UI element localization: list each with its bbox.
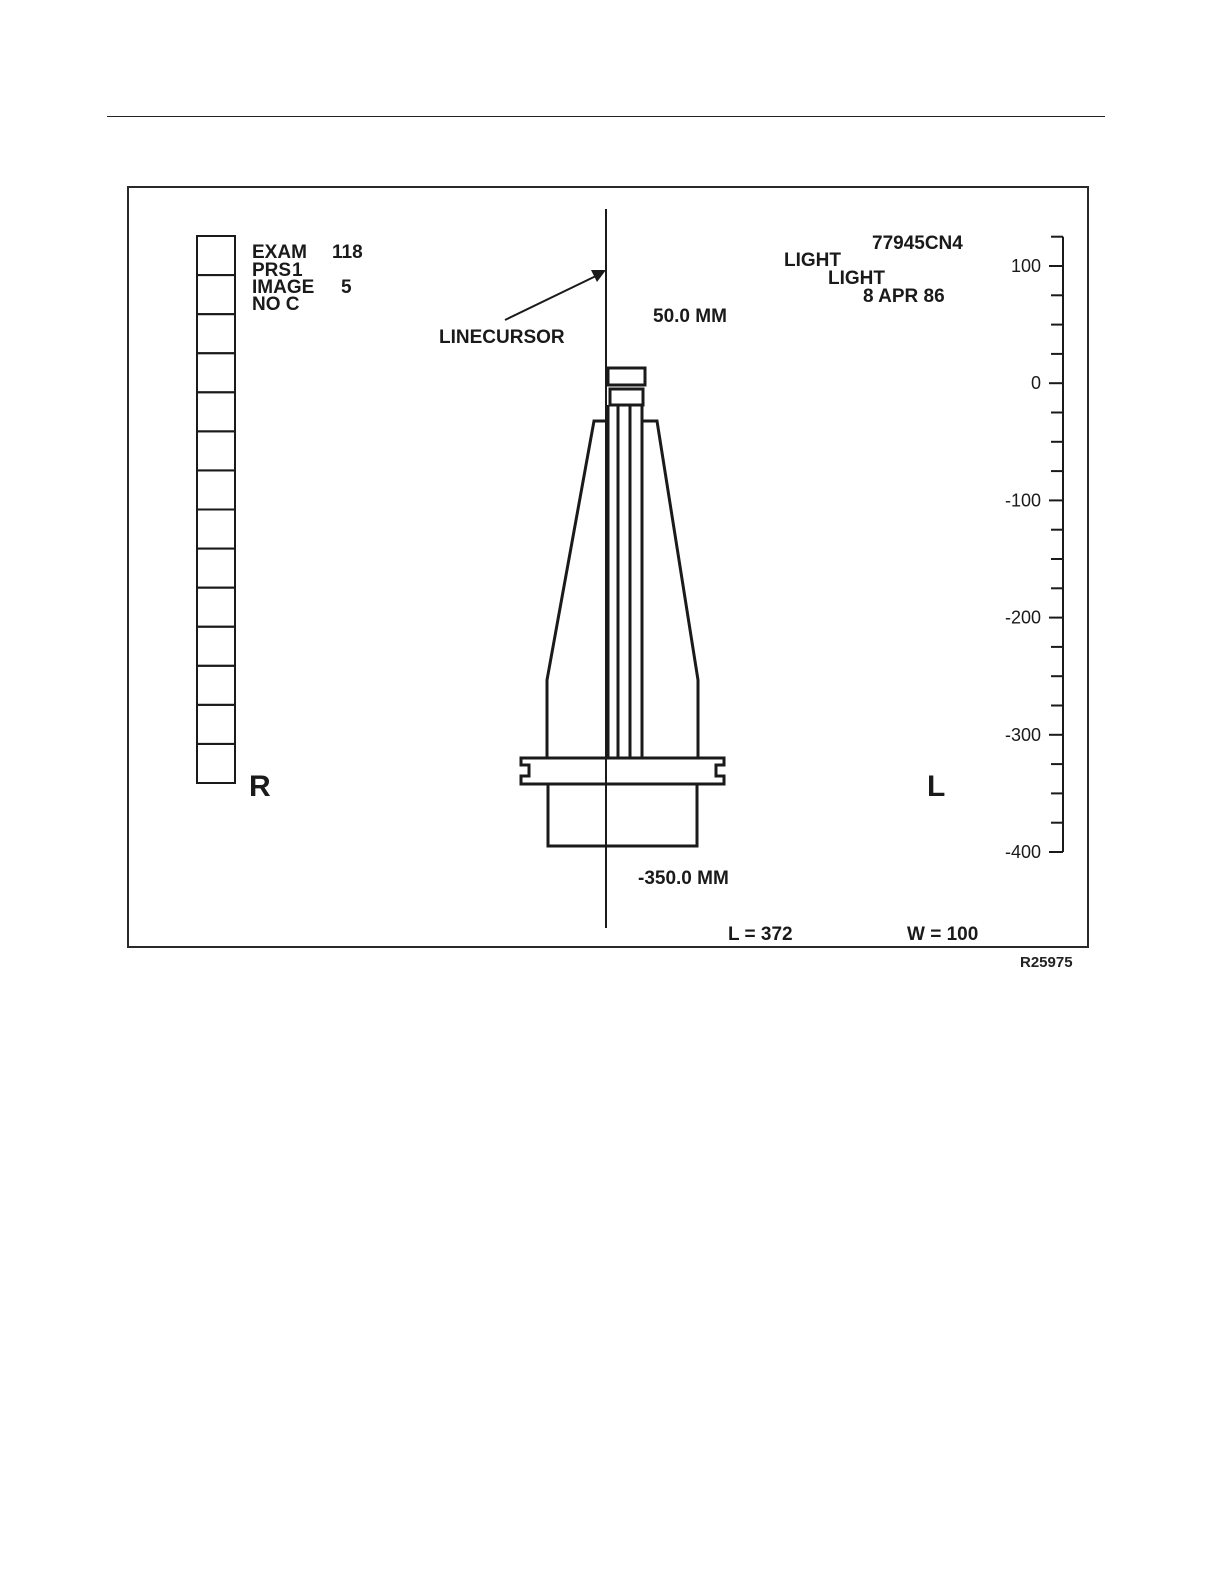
gray-scale-step — [197, 588, 235, 627]
window-level: L = 372 — [728, 924, 793, 945]
prs-label: PRS — [252, 260, 292, 281]
gray-scale-step — [197, 431, 235, 470]
top-position-label: 50.0 MM — [653, 306, 727, 327]
scale-tick-label: 100 — [1010, 256, 1041, 276]
exam-label: EXAM — [252, 242, 307, 263]
phantom-top-cap — [608, 368, 645, 385]
image-value: 5 — [341, 277, 352, 298]
gray-scale-step — [197, 744, 235, 783]
gray-scale-step — [197, 549, 235, 588]
window-width: W = 100 — [907, 924, 979, 945]
gray-scale-step — [197, 666, 235, 705]
gray-scale-step — [197, 353, 235, 392]
gray-scale-step — [197, 705, 235, 744]
gray-scale-step — [197, 314, 235, 353]
phantom-base — [548, 784, 697, 846]
scale-tick-label: 0 — [1030, 373, 1041, 394]
exam-value: 118 — [332, 242, 363, 263]
figure-reference: R25975 — [1020, 954, 1073, 971]
line-cursor-label: LINECURSOR — [439, 327, 565, 348]
gray-scale-bar — [197, 236, 235, 783]
contrast-label: NO C — [252, 294, 300, 315]
gray-scale-step — [197, 510, 235, 549]
line-cursor-arrow — [505, 275, 598, 320]
phantom-cone-body — [547, 421, 698, 758]
gray-scale-step — [197, 275, 235, 314]
patient-name-line-1: LIGHT — [784, 250, 841, 271]
prs-value: 1 — [292, 260, 303, 281]
patient-name-line-2: LIGHT — [828, 268, 885, 289]
phantom-flange — [521, 758, 724, 784]
scale-tick-label: -100 — [1004, 490, 1041, 511]
image-label: IMAGE — [252, 277, 315, 298]
exam-date: 8 APR 86 — [863, 286, 945, 307]
scale-tick-label: -300 — [1004, 724, 1041, 745]
gray-scale-step — [197, 627, 235, 666]
gray-scale-step — [197, 392, 235, 431]
gray-scale-step — [197, 236, 235, 275]
scale-tick-label: -200 — [1004, 607, 1041, 628]
right-side-marker: R — [249, 770, 271, 803]
bottom-position-label: -350.0 MM — [638, 868, 729, 889]
position-scale — [1005, 237, 1063, 862]
scale-tick-label: -400 — [1004, 842, 1041, 862]
gray-scale-step — [197, 470, 235, 509]
left-side-marker: L — [927, 770, 946, 803]
patient-id: 77945CN4 — [872, 233, 963, 254]
phantom-second-cap — [610, 389, 643, 405]
phantom-outline — [521, 368, 724, 846]
arrow-head-icon — [591, 270, 606, 282]
